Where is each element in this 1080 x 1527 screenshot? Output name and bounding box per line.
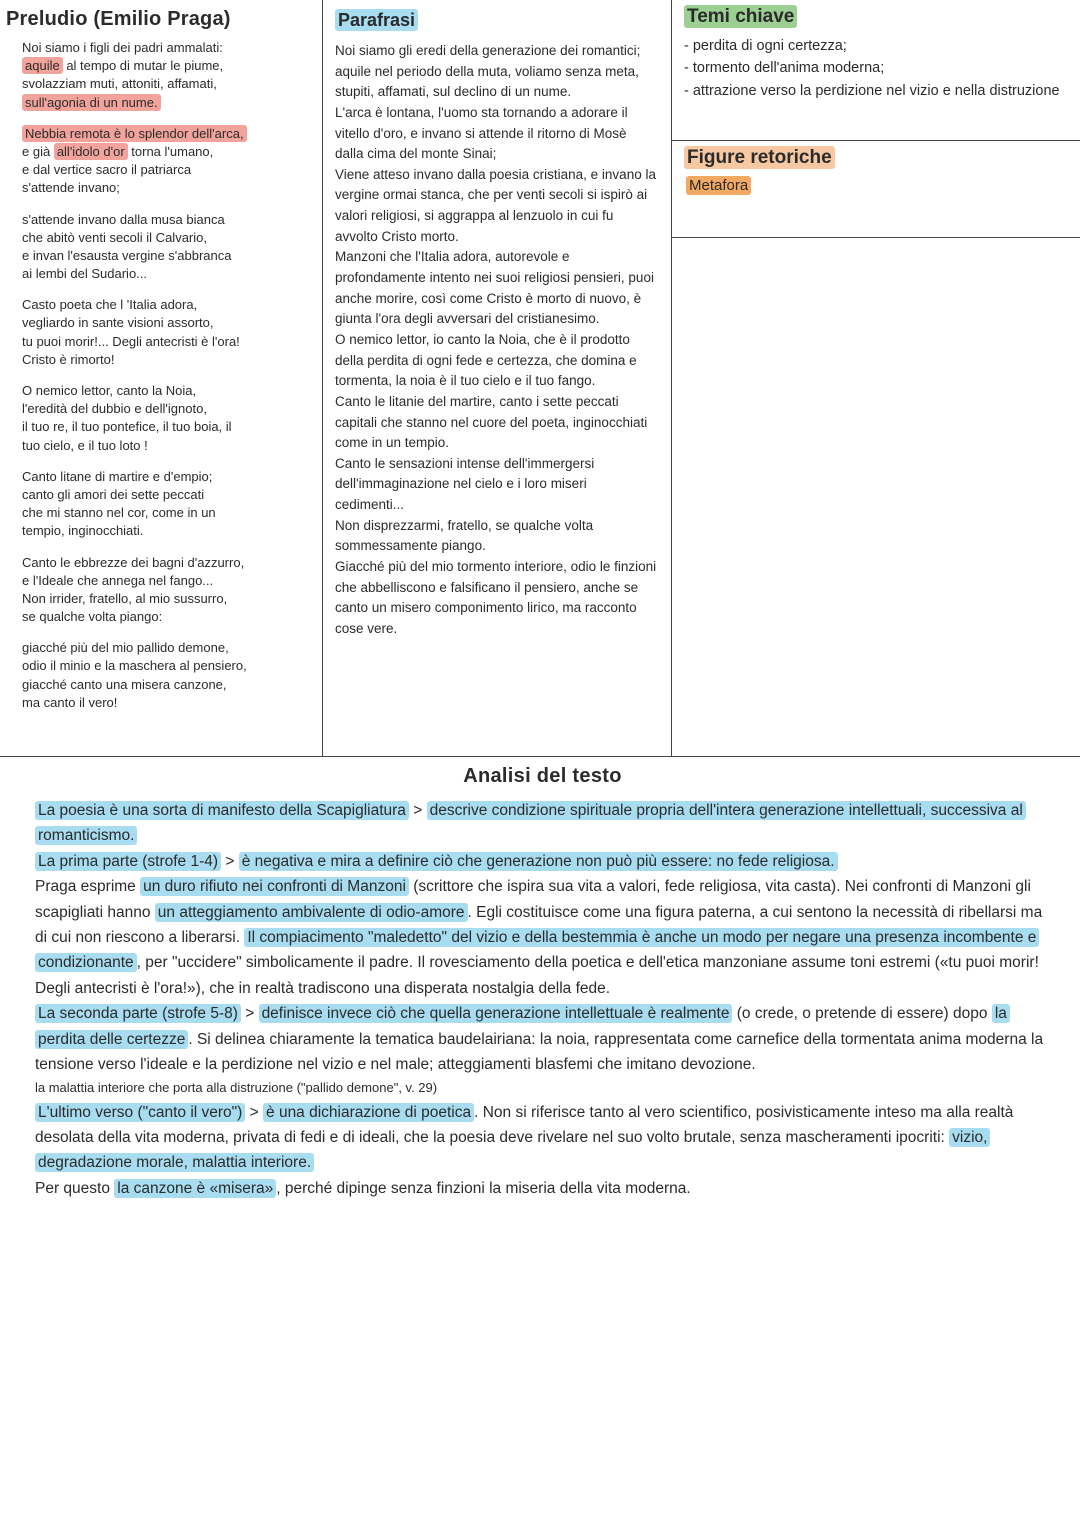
key-themes-cell [672,0,1080,141]
highlighted-text: un duro rifiuto nei confronti di Manzoni [140,877,409,896]
analysis-body [35,798,1050,1201]
highlighted-text: La seconda parte (strofe 5-8) [35,1004,241,1023]
highlighted-text: Il compiacimento "maledetto" del vizio e della bestemmia è anche un modo per negare una presenza incombente e condizionante [35,928,1039,972]
poem-line [22,418,312,436]
text-segment: tempio, inginocchiati. [22,523,144,539]
text-segment: vegliardo in sante visioni assorto, [22,315,214,331]
text-segment: Cristo è rimorto! [22,351,115,367]
highlighted-text: descrive condizione spirituale propria dell'intera generazione intellettuali, successiva al romanticismo. [35,801,1026,845]
text-segment: s'attende invano dalla musa bianca [22,211,225,227]
key-themes-title [684,6,1068,28]
poem-stanza [22,639,312,712]
key-themes-title-text: Temi chiave [684,5,797,28]
poem-line [22,161,312,179]
text-segment: O nemico lettor, canto la Noia, [22,383,197,398]
poem-line [22,468,312,486]
paraphrase-paragraph: O nemico lettor, io canto la Noia, che è il prodotto della perdita di ogni fede e certezza, che domina e tormenta, la noia è il tuo cielo e il tuo fango. [335,331,637,389]
poem-line [22,590,312,608]
poem-line [22,522,312,540]
text-segment: e già [22,143,54,159]
poem-line [22,94,312,112]
highlighted-text: Nebbia remota è lo splendor dell'arca, [22,125,247,142]
text-segment: tu puoi morir!... Degli antecristi è l'ora! [22,333,240,349]
text-segment: e l'Ideale che annega nel fango... [22,572,214,588]
poem-line [22,437,312,455]
text-segment: e invan l'esausta vergine s'abbranca [22,247,232,263]
poem-line [22,125,312,143]
notes-table [0,0,1080,757]
poem-line [22,572,312,590]
key-themes-list [684,35,1068,102]
analysis-paragraph [35,1077,1050,1099]
poem-line [22,382,312,400]
highlighted-text: è una dichiarazione di poetica [263,1103,474,1122]
text-segment: giacché canto una misera canzone, [22,676,227,692]
highlighted-text: è negativa e mira a definire ciò che generazione non può più essere: no fede religiosa. [239,852,838,871]
key-theme-item: - attrazione verso la perdizione nel vizio e nella distruzione [684,82,1060,99]
rhetorical-figures-cell [672,141,1080,238]
text-segment: > [240,1005,259,1023]
text-segment: . Si delinea chiaramente la tematica baudelairiana: la noia, rappresentata come carnefice della tormentata anima moderna la tensione verso l'ideale e la perdizione nel vizio e nel male; atteggiamenti blasfemi che imitano devozione. [35,1030,1044,1074]
text-segment: se qualche volta piango: [22,609,163,625]
text-segment: tuo cielo, e il tuo loto ! [22,437,148,453]
paraphrase-paragraph: Viene atteso invano dalla poesia cristiana, e invano la vergine ormai stanca, che per venti secoli si ispirò ai valori religiosi, si aggrappa al lenzuolo in cui fu avvolto Cristo morto. [335,166,656,244]
poem-line [22,676,312,694]
analysis-paragraph [35,1100,1050,1176]
right-column [672,0,1080,756]
text-segment: l'eredità del dubbio e dell'ignoto, [22,401,207,417]
poem-line [22,211,312,229]
analysis-section [0,757,1080,1201]
poem-stanza [22,211,312,284]
text-segment: > [221,852,239,870]
text-segment: canto gli amori dei sette peccati [22,486,205,502]
poem-stanza [22,554,312,627]
poem-title: Preludio (Emilio Praga) [6,8,231,30]
empty-cell [672,238,1080,756]
highlighted-text: La prima parte (strofe 1-4) [35,852,221,871]
poem-line [22,694,312,712]
analysis-paragraph [35,798,1050,849]
poem-stanza [22,125,312,198]
paraphrase-paragraph: Manzoni che l'Italia adora, autorevole e profondamente intento nei suoi religiosi pensieri, puoi anche morire, così come Cristo è morto di nuovo, è giunta l'ora degli avversari del cristianesimo. [335,249,654,327]
poem-line [22,504,312,522]
paraphrase-paragraph: Canto le litanie del martire, canto i sette peccati capitali che stanno nel cuore del poeta, inginocchiati come in un tempio. [335,393,648,451]
text-segment: , per "uccidere" simbolicamente il padre. Il rovesciamento della poetica e dell'etica manzoniane assume toni estremi («tu puoi morir! Degli antecristi è l'ora!»), che in realtà tradiscono una disperata nostalgia della fede. [35,954,1039,997]
text-segment: che abitò venti secoli il Calvario, [22,229,207,245]
analysis-paragraph [35,1176,1050,1201]
poem-line [22,143,312,161]
text-segment: torna l'umano, [127,143,214,159]
poem-line [22,400,312,418]
text-segment: odio il minio e la maschera al pensiero, [22,658,247,674]
highlighted-text: la canzone è «misera» [114,1179,276,1198]
text-segment: Canto le ebbrezze dei bagni d'azzurro, [22,554,245,570]
poem-line [22,333,312,351]
poem-line [22,351,312,369]
highlighted-text: vizio, degradazione morale, malattia interiore. [35,1128,990,1172]
paraphrase-paragraph: Canto le sensazioni intense dell'immergersi dell'immaginazione nel cielo e i loro miseri cedimenti... [335,455,595,513]
paraphrase-paragraph: Giacché più del mio tormento interiore, odio le finzioni che abbelliscono e falsificano il pensiero, anche se canto un misero componimento lirico, ma racconto cose vere. [335,559,657,636]
paraphrase-paragraph: Non disprezzarmi, fratello, se qualche volta sommessamente piango. [335,517,594,554]
highlighted-text: aquile [22,57,63,74]
highlighted-text: all'idolo d'or [54,143,128,160]
text-segment: Casto poeta che l 'Italia adora, [22,297,198,313]
rhetorical-figures-title-text: Figure retoriche [684,146,835,169]
key-theme-item: - tormento dell'anima moderna; [684,60,885,77]
poem-stanza [22,296,312,369]
text-segment: che mi stanno nel cor, come in un [22,505,216,521]
highlighted-text: sull'agonia di un nume. [22,94,161,111]
text-segment: (o crede, o pretende di essere) dopo [732,1005,992,1023]
poem-column [0,0,323,756]
poem-line [22,75,312,93]
text-segment: . Non si riferisce tanto al vero scientifico, posivisticamente inteso ma alla realtà desolata della vita moderna, privata di fedi e di ideali, che la poesia deve rivelare nel suo volto brutale, senza mascheramenti ipocriti: [35,1103,1014,1146]
text-segment: ai lembi del Sudario... [22,266,148,282]
text-segment: s'attende invano; [22,180,120,196]
text-segment: > [408,802,427,819]
paraphrase-body [335,41,657,640]
text-segment: Non irrider, fratello, al mio sussurro, [22,590,228,606]
poem-line [22,247,312,265]
text-segment: Canto litane di martire e d'empio; [22,468,213,484]
poem-line [22,608,312,626]
analysis-paragraph [35,1001,1050,1077]
highlighted-text: La poesia è una sorta di manifesto della Scapigliatura [35,801,409,820]
paraphrase-header [335,10,657,31]
text-segment: svolazziam muti, attoniti, affamati, [22,76,217,92]
rhetorical-figures-title [684,147,1068,169]
highlighted-text: la perdita delle certezze [35,1004,1010,1048]
poem-stanza [22,39,312,112]
text-segment: e dal vertice sacro il patriarca [22,162,192,178]
highlighted-text: un atteggiamento ambivalente di odio-amore [155,903,468,922]
poem-line [22,57,312,75]
text-segment: giacché più del mio pallido demone, [22,640,229,656]
poem-line [22,657,312,675]
poem-line [22,639,312,657]
poem-line [22,554,312,572]
text-segment: la malattia interiore che porta alla distruzione ("pallido demone", v. 29) [35,1080,438,1096]
poem-line [22,265,312,283]
analysis-paragraph [35,874,1050,1001]
poem-stanza [22,382,312,455]
text-segment: Per questo [35,1179,115,1197]
text-segment: al tempo di mutar le piume, [62,58,224,74]
text-segment: Noi siamo i figli dei padri ammalati: [22,40,223,55]
poem-line [22,229,312,247]
poem-line [22,486,312,504]
text-segment: > [245,1103,264,1121]
text-segment: ma canto il vero! [22,694,118,710]
highlighted-text: L'ultimo verso ("canto il vero") [35,1103,245,1122]
text-segment: Praga esprime [35,878,141,896]
poem-body [22,39,312,712]
rhetorical-figure-value: Metafora [686,176,751,195]
text-segment: il tuo re, il tuo pontefice, il tuo boia, il [22,419,232,435]
paraphrase-column [323,0,672,756]
poem-line [22,39,312,57]
analysis-title: Analisi del testo [463,765,622,787]
analysis-paragraph [35,849,1050,874]
poem-stanza [22,468,312,541]
paraphrase-paragraph: Noi siamo gli eredi della generazione dei romantici; aquile nel periodo della muta, voliamo senza meta, stupiti, affamati, sul declino di un nume. [335,43,641,100]
poem-line [22,179,312,197]
text-segment: . Egli costituisce come una figura paterna, a cui sentono la necessità di ribellarsi ma di cui non riescono a liberarsi. [35,903,1043,947]
text-segment: , perché dipinge senza finzioni la miseria della vita moderna. [276,1179,691,1197]
poem-line [22,296,312,314]
poem-line [22,314,312,332]
key-theme-item: - perdita di ogni certezza; [684,38,847,54]
paraphrase-title: Parafrasi [335,9,418,31]
paraphrase-paragraph: L'arca è lontana, l'uomo sta tornando a adorare il vitello d'oro, e invano si attende il ritorno di Mosè dalla cima del monte Sinai; [335,104,628,162]
text-segment: (scrittore che ispira sua vita a valori, fede religiosa, vita casta). Nei confronti di Manzoni gli scapigliati hanno [35,878,1031,921]
highlighted-text: definisce invece ciò che quella generazione intellettuale è realmente [259,1004,733,1023]
